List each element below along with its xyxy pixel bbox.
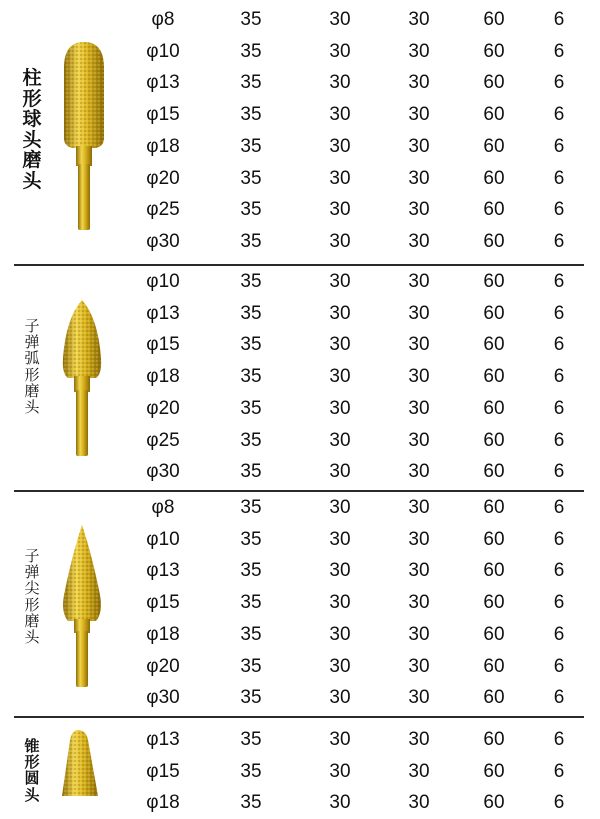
value-cell: 6 — [553, 9, 565, 30]
value-cell: 6 — [553, 623, 565, 645]
diameter-cell: φ18 — [146, 792, 180, 814]
diameter-cell: φ25 — [146, 429, 180, 451]
diameter-cell: φ18 — [146, 623, 180, 645]
value-cell: 6 — [553, 199, 565, 221]
value-cell: 6 — [553, 104, 565, 126]
value-cell: 30 — [329, 528, 351, 550]
value-cell: 60 — [483, 199, 505, 221]
table-row — [0, 329, 600, 361]
table-row — [0, 587, 600, 619]
value-cell: 60 — [483, 230, 505, 252]
value-cell: 30 — [408, 199, 430, 221]
diameter-cell: φ13 — [146, 729, 180, 750]
diameter-cell: φ8 — [151, 497, 175, 518]
section-divider — [14, 716, 584, 718]
value-cell: 30 — [408, 792, 430, 814]
value-cell: 60 — [483, 302, 505, 324]
table-row — [0, 4, 600, 36]
value-cell: 30 — [408, 72, 430, 94]
diameter-cell: φ8 — [151, 9, 175, 30]
value-cell: 60 — [483, 655, 505, 677]
value-cell: 35 — [240, 623, 262, 645]
value-cell: 30 — [408, 528, 430, 550]
value-cell: 6 — [553, 429, 565, 451]
value-cell: 30 — [408, 760, 430, 782]
diameter-cell: φ30 — [146, 687, 180, 709]
value-cell: 60 — [483, 72, 505, 94]
value-cell: 60 — [483, 792, 505, 814]
value-cell: 35 — [240, 230, 262, 252]
value-cell: 6 — [553, 40, 565, 62]
value-cell: 30 — [329, 592, 351, 614]
table-row — [0, 266, 600, 298]
value-cell: 6 — [553, 167, 565, 189]
value-cell: 30 — [408, 397, 430, 419]
value-cell: 6 — [553, 560, 565, 582]
value-cell: 30 — [408, 729, 430, 750]
section-label: 子弹弧形磨头 — [24, 317, 40, 416]
table-row — [0, 651, 600, 683]
value-cell: 6 — [553, 687, 565, 709]
value-cell: 35 — [240, 199, 262, 221]
value-cell: 30 — [408, 687, 430, 709]
value-cell: 60 — [483, 104, 505, 126]
value-cell: 30 — [329, 167, 351, 189]
value-cell: 30 — [329, 729, 351, 750]
value-cell: 60 — [483, 497, 505, 518]
value-cell: 35 — [240, 167, 262, 189]
value-cell: 6 — [553, 271, 565, 292]
value-cell: 60 — [483, 334, 505, 356]
section-label: 柱形球头磨头 — [22, 67, 42, 192]
value-cell: 35 — [240, 397, 262, 419]
table-row — [0, 756, 600, 788]
diameter-cell: φ15 — [146, 760, 180, 782]
table-row — [0, 99, 600, 131]
value-cell: 35 — [240, 334, 262, 356]
value-cell: 6 — [553, 655, 565, 677]
diameter-cell: φ18 — [146, 135, 180, 157]
value-cell: 30 — [408, 302, 430, 324]
value-cell: 30 — [329, 760, 351, 782]
value-cell: 6 — [553, 729, 565, 750]
value-cell: 6 — [553, 497, 565, 518]
table-row — [0, 393, 600, 425]
value-cell: 35 — [240, 366, 262, 388]
diameter-cell: φ10 — [146, 271, 180, 292]
diameter-cell: φ20 — [146, 655, 180, 677]
table-row — [0, 298, 600, 330]
value-cell: 35 — [240, 104, 262, 126]
value-cell: 60 — [483, 429, 505, 451]
value-cell: 30 — [329, 40, 351, 62]
table-row — [0, 787, 600, 819]
diameter-cell: φ15 — [146, 334, 180, 356]
value-cell: 60 — [483, 623, 505, 645]
value-cell: 30 — [329, 9, 351, 30]
value-cell: 35 — [240, 72, 262, 94]
table-row — [0, 361, 600, 393]
table-row — [0, 67, 600, 99]
value-cell: 6 — [553, 366, 565, 388]
value-cell: 30 — [329, 497, 351, 518]
value-cell: 30 — [329, 302, 351, 324]
value-cell: 6 — [553, 528, 565, 550]
table-row — [0, 619, 600, 651]
section-label: 锥形圆头 — [24, 737, 40, 804]
table-row — [0, 36, 600, 68]
value-cell: 30 — [408, 40, 430, 62]
diameter-cell: φ13 — [146, 72, 180, 94]
table-row — [0, 456, 600, 488]
value-cell: 30 — [408, 461, 430, 483]
value-cell: 30 — [329, 334, 351, 356]
value-cell: 30 — [408, 167, 430, 189]
table-row — [0, 682, 600, 714]
value-cell: 30 — [408, 592, 430, 614]
value-cell: 30 — [408, 334, 430, 356]
value-cell: 35 — [240, 135, 262, 157]
table-row — [0, 194, 600, 226]
value-cell: 35 — [240, 760, 262, 782]
value-cell: 30 — [329, 623, 351, 645]
value-cell: 30 — [408, 623, 430, 645]
value-cell: 35 — [240, 497, 262, 518]
value-cell: 35 — [240, 461, 262, 483]
value-cell: 30 — [408, 9, 430, 30]
value-cell: 35 — [240, 655, 262, 677]
table-row — [0, 425, 600, 457]
value-cell: 30 — [329, 655, 351, 677]
diameter-cell: φ25 — [146, 199, 180, 221]
value-cell: 6 — [553, 302, 565, 324]
value-cell: 6 — [553, 135, 565, 157]
section-label: 子弹尖形磨头 — [24, 547, 40, 646]
value-cell: 6 — [553, 792, 565, 814]
value-cell: 6 — [553, 397, 565, 419]
value-cell: 30 — [408, 135, 430, 157]
table-row — [0, 163, 600, 195]
diameter-cell: φ30 — [146, 230, 180, 252]
value-cell: 60 — [483, 592, 505, 614]
value-cell: 30 — [329, 429, 351, 451]
diameter-cell: φ10 — [146, 528, 180, 550]
value-cell: 30 — [408, 104, 430, 126]
value-cell: 60 — [483, 528, 505, 550]
value-cell: 30 — [408, 429, 430, 451]
value-cell: 60 — [483, 9, 505, 30]
value-cell: 30 — [329, 792, 351, 814]
value-cell: 30 — [329, 461, 351, 483]
value-cell: 6 — [553, 334, 565, 356]
diameter-cell: φ15 — [146, 104, 180, 126]
value-cell: 30 — [408, 497, 430, 518]
value-cell: 60 — [483, 40, 505, 62]
value-cell: 6 — [553, 72, 565, 94]
value-cell: 35 — [240, 687, 262, 709]
value-cell: 30 — [329, 199, 351, 221]
value-cell: 30 — [329, 230, 351, 252]
value-cell: 30 — [329, 397, 351, 419]
diameter-cell: φ13 — [146, 560, 180, 582]
value-cell: 30 — [329, 366, 351, 388]
value-cell: 60 — [483, 271, 505, 292]
value-cell: 6 — [553, 592, 565, 614]
value-cell: 35 — [240, 302, 262, 324]
value-cell: 35 — [240, 560, 262, 582]
value-cell: 30 — [329, 560, 351, 582]
value-cell: 60 — [483, 760, 505, 782]
value-cell: 30 — [408, 655, 430, 677]
value-cell: 35 — [240, 40, 262, 62]
value-cell: 60 — [483, 461, 505, 483]
value-cell: 60 — [483, 687, 505, 709]
table-row — [0, 226, 600, 258]
value-cell: 30 — [329, 271, 351, 292]
value-cell: 60 — [483, 366, 505, 388]
value-cell: 35 — [240, 271, 262, 292]
diameter-cell: φ15 — [146, 592, 180, 614]
diameter-cell: φ18 — [146, 366, 180, 388]
value-cell: 30 — [408, 560, 430, 582]
diameter-cell: φ20 — [146, 167, 180, 189]
value-cell: 60 — [483, 560, 505, 582]
table-row — [0, 555, 600, 587]
value-cell: 35 — [240, 528, 262, 550]
value-cell: 30 — [329, 135, 351, 157]
value-cell: 6 — [553, 461, 565, 483]
value-cell: 35 — [240, 9, 262, 30]
table-row — [0, 724, 600, 756]
value-cell: 30 — [329, 104, 351, 126]
table-row — [0, 131, 600, 163]
value-cell: 30 — [408, 230, 430, 252]
diameter-cell: φ13 — [146, 302, 180, 324]
value-cell: 35 — [240, 429, 262, 451]
table-row — [0, 524, 600, 556]
value-cell: 35 — [240, 729, 262, 750]
diameter-cell: φ20 — [146, 397, 180, 419]
table-row — [0, 492, 600, 524]
value-cell: 35 — [240, 592, 262, 614]
value-cell: 60 — [483, 729, 505, 750]
value-cell: 60 — [483, 397, 505, 419]
value-cell: 60 — [483, 135, 505, 157]
value-cell: 35 — [240, 792, 262, 814]
value-cell: 30 — [408, 271, 430, 292]
value-cell: 6 — [553, 760, 565, 782]
value-cell: 60 — [483, 167, 505, 189]
diameter-cell: φ10 — [146, 40, 180, 62]
value-cell: 6 — [553, 230, 565, 252]
value-cell: 30 — [408, 366, 430, 388]
value-cell: 30 — [329, 687, 351, 709]
diameter-cell: φ30 — [146, 461, 180, 483]
value-cell: 30 — [329, 72, 351, 94]
